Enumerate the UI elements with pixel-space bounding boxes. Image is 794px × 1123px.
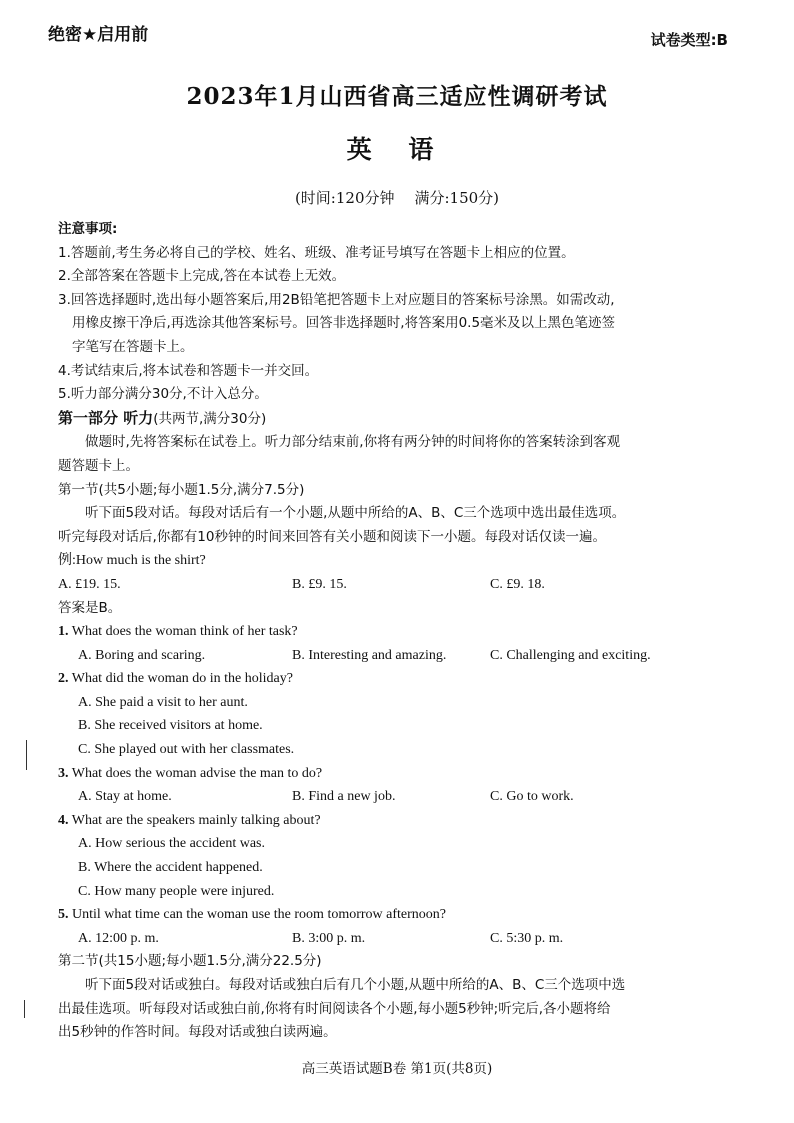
question-5 (58, 903, 734, 927)
part1-instruction-1: 做题时,先将答案标在试卷上。听力部分结束前,你将有两分钟的时间将你的答案转涂到客观 (85, 434, 621, 451)
note-item-3-cont-2: 字笔写在答题卡上。 (72, 338, 194, 355)
part1-subtitle: (共两节,满分30分) (153, 410, 267, 427)
section2-instruction-2: 出最佳选项。听每段对话或独白前,你将有时间阅读各个小题,每小题5秒钟;听完后,各小题将给 (58, 1000, 611, 1017)
example-option-c: C. £9. 18. (490, 576, 545, 592)
full-score: 满分:150分) (414, 189, 500, 207)
q5-option-b: B. 3:00 p. m. (292, 930, 366, 946)
question-3-options (58, 785, 734, 809)
section2-title: 第二节(共15小题;每小题1.5分,满分22.5分) (58, 953, 322, 970)
q2-option-b: B. She received visitors at home. (78, 718, 263, 734)
question-1-options (58, 644, 734, 668)
question-2-number: 2. (58, 671, 69, 687)
scan-mark (26, 740, 27, 770)
q4-option-c: C. How many people were injured. (78, 883, 275, 899)
section1-instruction-2: 听完每段对话后,你都有10秒钟的时间来回答有关小题和阅读下一小题。每段对话仅读一遍。 (58, 528, 606, 545)
section1-title: 第一节(共5小题;每小题1.5分,满分7.5分) (58, 481, 305, 498)
page-footer: 高三英语试题B卷 第1页(共8页) (301, 1061, 493, 1077)
part1-instruction-2: 题答题卡上。 (58, 457, 139, 474)
scan-mark (24, 1000, 25, 1018)
note-item-2: 2.全部答案在答题卡上完成,答在本试卷上无效。 (58, 268, 346, 285)
note-item-3: 3.回答选择题时,选出每小题答案后,用2B铅笔把答题卡上对应题目的答案标号涂黑。如需改动, (58, 291, 615, 308)
note-item-5: 5.听力部分满分30分,不计入总分。 (58, 386, 268, 403)
time-limit: (时间:120分钟 (294, 189, 395, 207)
part1-heading (58, 407, 734, 432)
q2-option-c: C. She played out with her classmates. (78, 742, 295, 758)
question-2 (58, 667, 734, 691)
note-item-4: 4.考试结束后,将本试卷和答题卡一并交回。 (58, 362, 319, 379)
note-item-3-cont-1: 用橡皮擦干净后,再选涂其他答案标号。回答非选择题时,将答案用0.5毫米及以上黑色笔迹签 (72, 315, 616, 332)
question-1-number: 1. (58, 624, 69, 640)
section2-instruction-3: 出5秒钟的作答时间。每段对话或独白读两遍。 (58, 1024, 337, 1041)
question-5-options (58, 927, 734, 951)
question-5-number: 5. (58, 907, 69, 923)
q4-option-a: A. How serious the accident was. (78, 836, 266, 852)
subject-title: 英 语 (346, 135, 448, 164)
exam-title: 2023年1月山西省高三适应性调研考试 (186, 83, 608, 110)
q1-option-a: A. Boring and scaring. (78, 647, 206, 663)
example-option-b: B. £9. 15. (292, 576, 347, 592)
paper-body (58, 218, 734, 1045)
q2-option-a: A. She paid a visit to her aunt. (78, 694, 248, 710)
example-question: 例:How much is the shirt? (58, 553, 206, 569)
question-1-text: What does the woman think of her task? (71, 624, 298, 640)
q3-option-a: A. Stay at home. (78, 789, 172, 805)
q4-option-b: B. Where the accident happened. (78, 860, 263, 876)
example-option-a: A. £19. 15. (58, 576, 121, 592)
question-5-text: Until what time can the woman use the room tomorrow afternoon? (72, 907, 447, 923)
confidential-label: 绝密★启用前 (48, 25, 149, 45)
section1-instruction-1: 听下面5段对话。每段对话后有一个小题,从题中所给的A、B、C三个选项中选出最佳选项。 (85, 505, 626, 522)
question-3 (58, 762, 734, 786)
example-options (58, 573, 734, 597)
q5-option-c: C. 5:30 p. m. (490, 930, 564, 946)
q1-option-b: B. Interesting and amazing. (292, 647, 447, 663)
question-3-number: 3. (58, 765, 69, 781)
question-3-text: What does the woman advise the man to do? (71, 765, 323, 781)
q3-option-b: B. Find a new job. (292, 789, 396, 805)
section2-instruction-1: 听下面5段对话或独白。每段对话或独白后有几个小题,从题中所给的A、B、C三个选项中选 (85, 977, 626, 993)
question-4 (58, 809, 734, 833)
part1-title: 第一部分 听力 (58, 408, 154, 427)
q5-option-a: A. 12:00 p. m. (78, 930, 159, 946)
question-4-number: 4. (58, 812, 69, 828)
q3-option-c: C. Go to work. (490, 789, 574, 805)
q1-option-c: C. Challenging and exciting. (490, 647, 651, 663)
paper-type-label: 试卷类型:B (650, 31, 728, 49)
question-2-text: What did the woman do in the holiday? (71, 671, 293, 687)
question-1 (58, 620, 734, 644)
time-info (0, 187, 794, 208)
example-answer: 答案是B。 (58, 599, 122, 616)
question-4-text: What are the speakers mainly talking about? (71, 812, 321, 828)
note-item-1: 1.答题前,考生务必将自己的学校、姓名、班级、准考证号填写在答题卡上相应的位置。 (58, 244, 575, 261)
notes-heading: 注意事项: (58, 221, 118, 237)
